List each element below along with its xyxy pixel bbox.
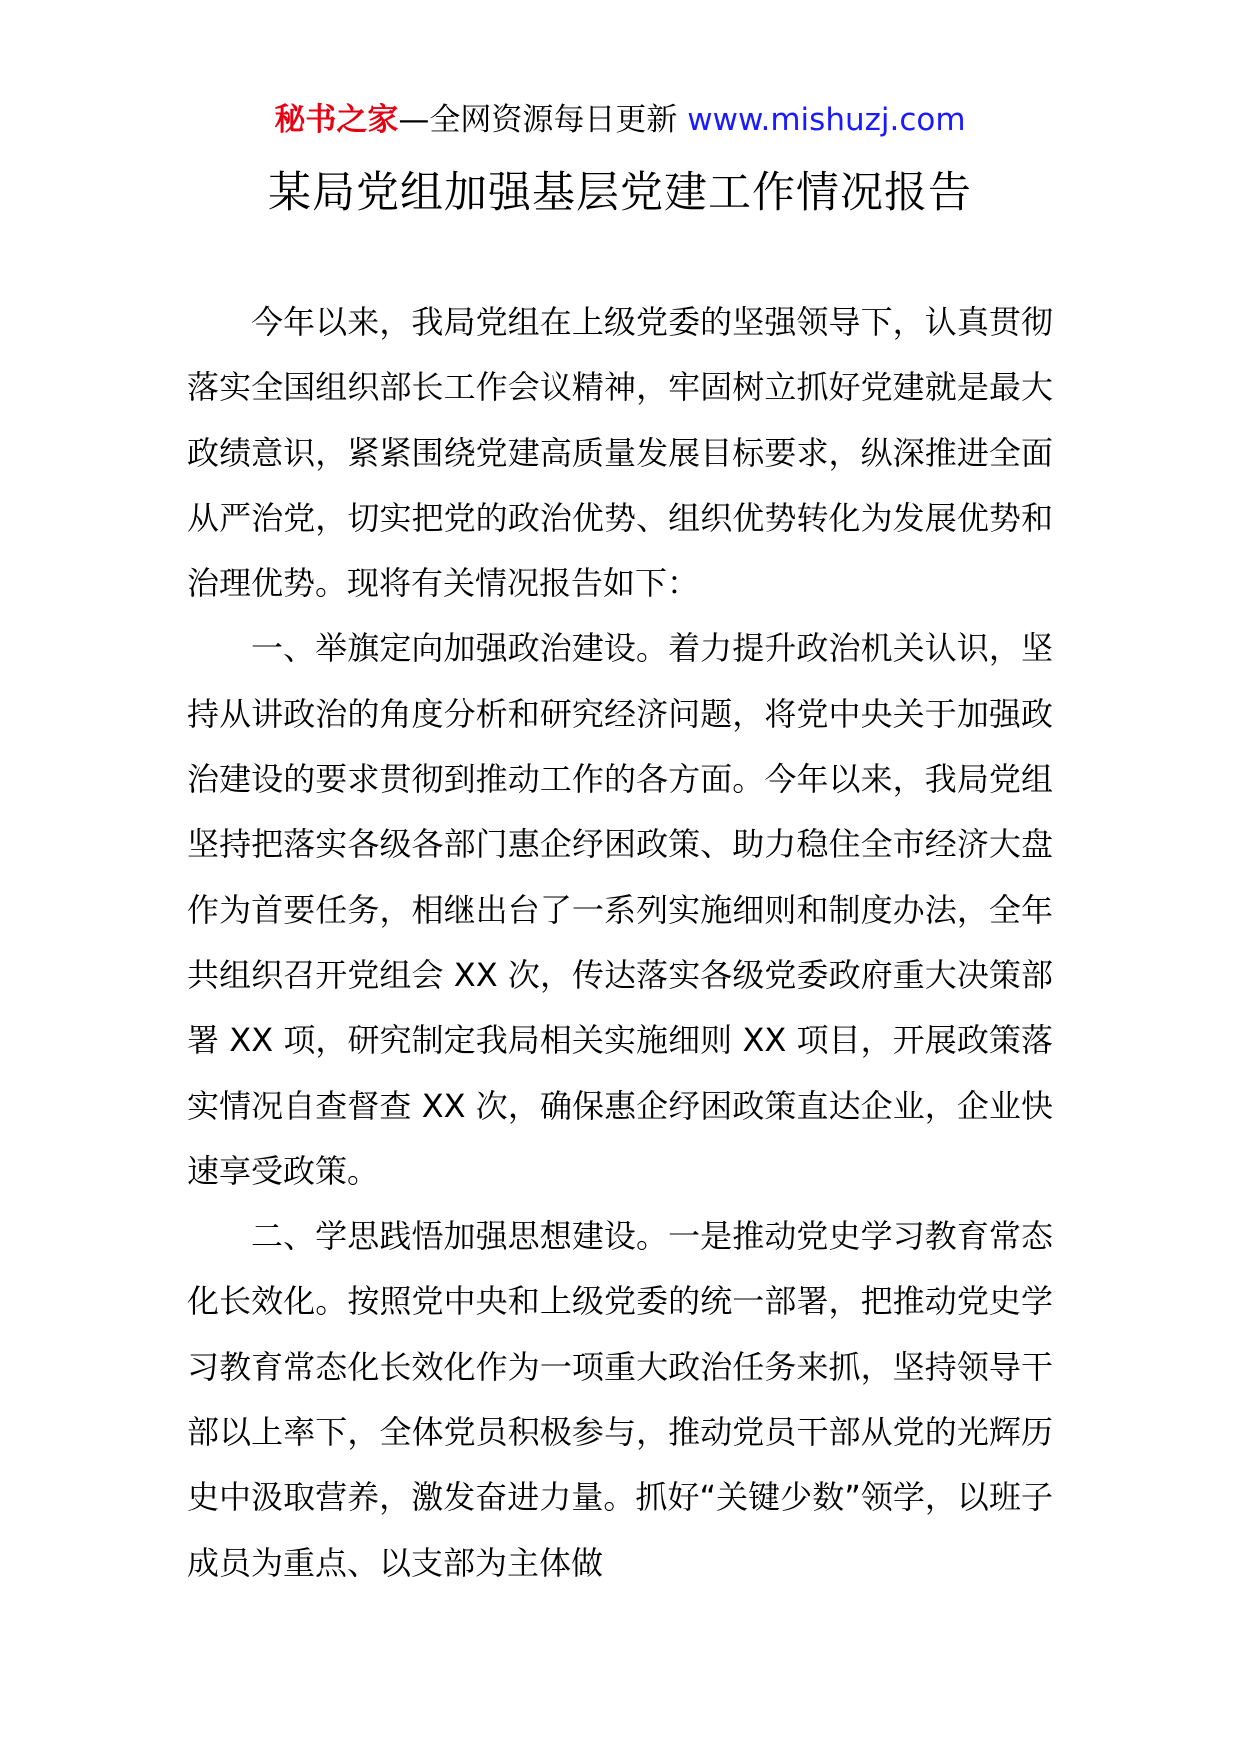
document-body: [187, 290, 1053, 1596]
header-tagline: —全网资源每日更新: [398, 102, 678, 138]
paragraph-political-building: 一、举旗定向加强政治建设。着力提升政治机关认识，坚持从讲政治的角度分析和研究经济问题，将党中央关于加强政治建设的要求贯彻到推动工作的各方面。今年以来，我局党组坚持把落实各级各部门惠企纾困政策、助力稳住全市经济大盘作为首要任务，相继出台了一系列实施细则和制度办法，全年共组织召开党组会 XX 次，传达落实各级党委政府重大决策部署 XX 项，研究制定我局相关实施细则 XX 项目，开展政策落实情况自查督查 XX 次，确保惠企纾困政策直达企业，企业快速享受政策。: [187, 629, 1053, 1190]
paragraph-ideological-building: 二、学思践悟加强思想建设。一是推动党史学习教育常态化长效化。按照党中央和上级党委的统一部署，把推动党史学习教育常态化长效化作为一项重大政治任务来抓，坚持领导干部以上率下，全体党员积极参与，推动党员干部从党的光辉历史中汲取营养，激发奋进力量。抓好“关键少数”领学，以班子成员为重点、以支部为主体做: [187, 1217, 1053, 1582]
site-header-banner: [0, 98, 1240, 142]
brand-name: 秘书之家: [274, 102, 399, 138]
document-title: 某局党组加强基层党建工作情况报告: [268, 168, 972, 218]
paragraph-intro: 今年以来，我局党组在上级党委的坚强领导下，认真贯彻落实全国组织部长工作会议精神，牢固树立抓好党建就是最大政绩意识，紧紧围绕党建高质量发展目标要求，纵深推进全面从严治党，切实把党的政治优势、组织优势转化为发展优势和治理优势。现将有关情况报告如下：: [187, 303, 1053, 603]
site-url-link[interactable]: www.mishuzj.com: [687, 102, 966, 138]
